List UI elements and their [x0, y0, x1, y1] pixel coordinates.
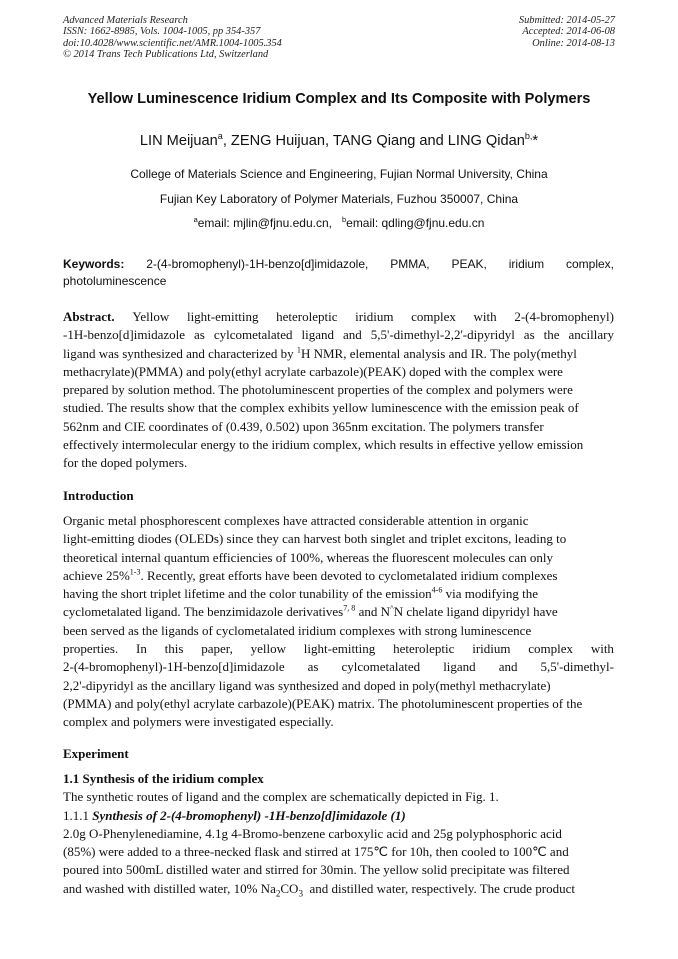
text-run: via modifying the — [442, 586, 539, 602]
text-run: CO — [280, 880, 299, 896]
text-run: having the short triplet lifetime and the color tunability of the emission — [63, 586, 432, 602]
word: -1H-benzo[d]imidazole — [63, 327, 186, 343]
abstract-line — [63, 308, 614, 326]
issn-line: ISSN: 1662-8985, Vols. 1004-1005, pp 354-357 — [63, 26, 261, 38]
copyright-line: © 2014 Trans Tech Publications Ltd, Switzerland — [63, 49, 269, 61]
subsubsection-title: Synthesis of 2-(4-bromophenyl) -1H-benzo[d]imidazole (1) — [92, 807, 406, 823]
word: properties. — [63, 641, 119, 657]
online-date: Online: 2014-08-13 — [532, 37, 615, 49]
word: cylcometalated — [341, 659, 421, 675]
intro-line: theoretical internal quantum efficiencies of 100%, whereas the fluorescent molecules can only — [63, 549, 553, 565]
word: as — [523, 327, 535, 343]
abstract-line: prepared by solution method. The photoluminescent properties of the complex and polymers were — [63, 382, 573, 398]
abstract-line: 562nm and CIE coordinates of (0.439, 0.502) upon 365nm excitation. The polymers transfer — [63, 418, 544, 434]
intro-line: (PMMA) and poly(ethyl acrylate carbazole)(PEAK) matrix. The photoluminescent properties of the — [63, 695, 583, 711]
keyword-word: PMMA, — [390, 257, 430, 271]
intro-line: Organic metal phosphorescent complexes have attracted considerable attention in organic — [63, 513, 529, 528]
word: as — [307, 659, 319, 675]
abstract-section — [63, 308, 614, 473]
accepted-date: Accepted: 2014-06-08 — [522, 26, 615, 38]
text-run: and N — [355, 604, 390, 620]
keyword-word: iridium — [508, 257, 545, 271]
word: 2-(4-bromophenyl) — [514, 309, 614, 324]
word: and — [498, 659, 518, 675]
abstract-line: for the doped polymers. — [63, 455, 188, 471]
intro-line — [63, 603, 614, 621]
abstract-line: methacrylate)(PMMA) and poly(ethyl acrylate carbazole)(PEAK) doped with the complex were — [63, 363, 563, 379]
intro-line — [63, 585, 614, 603]
word: yellow — [250, 641, 286, 657]
doi-line: doi:10.4028/www.scientific.net/AMR.1004-1005.354 — [63, 37, 282, 49]
experiment-line: The synthetic routes of ligand and the complex are schematically depicted in Fig. 1. — [63, 789, 499, 805]
submitted-date: Submitted: 2014-05-27 — [518, 15, 615, 26]
word: iridium — [472, 641, 511, 657]
email-a: email: mjlin@fjnu.edu.cn, — [197, 216, 332, 230]
intro-line: been served as the ligands of cyclometalated iridium complexes with strong luminescence — [63, 622, 532, 638]
intro-line: light-emitting diodes (OLEDs) since they can harvest both singlet and triplet excitons, leading to — [63, 531, 567, 547]
intro-line: complex and polymers were investigated especially. — [63, 714, 334, 730]
author-superscript: a — [217, 131, 223, 142]
citation-superscript: 4-6 — [431, 585, 443, 595]
word: cylcometalated — [213, 327, 293, 343]
experiment-line: (85%) were added to a three-necked flask and stirred at 175℃ for 10h, then cooled to 100℃ and — [63, 844, 569, 860]
header-publication-info — [63, 15, 282, 61]
email-superscript: a — [193, 215, 198, 224]
text-run: and distilled water, respectively. The crude product — [303, 880, 576, 896]
experiment-section — [63, 770, 614, 898]
word: ligand — [443, 659, 476, 675]
word: and — [342, 327, 362, 343]
word: 5,5'-dimethyl-2,2'-dipyridyl — [370, 327, 515, 343]
intro-line — [63, 567, 614, 585]
superscript: 1 — [296, 345, 301, 355]
citation-superscript: 7, 8 — [343, 604, 356, 614]
word: light-emitting — [186, 309, 259, 324]
intro-line — [63, 658, 614, 676]
email-b: email: qdling@fjnu.edu.cn — [346, 216, 485, 230]
text-run: and washed with distilled water, 10% Na — [63, 880, 276, 896]
abstract-line: effectively intermolecular energy to the iridium complex, which results in effective yellow emission — [63, 437, 584, 453]
word: Yellow — [132, 309, 170, 324]
word: with — [590, 641, 614, 657]
keyword-line: photoluminescence — [63, 274, 167, 288]
experiment-line: 2.0g O-Phenylenediamine, 4.1g 4-Bromo-benzene carboxylic acid and 25g polyphosphoric acid — [63, 825, 562, 841]
word: heteroleptic — [393, 641, 455, 657]
text-run: cyclometalated ligand. The benzimidazole derivatives — [63, 604, 344, 620]
word: ligand — [301, 327, 334, 343]
word: complex — [528, 641, 574, 657]
word: 5,5'-dimethyl- — [540, 659, 614, 675]
text-run: N chelate ligand dipyridyl have — [393, 604, 558, 620]
text-run: ligand was synthesized and characterized by — [63, 345, 297, 361]
text-run: achieve 25% — [63, 567, 130, 583]
citation-superscript: 1-3 — [129, 567, 141, 577]
intro-line: 2,2'-dipyridyl as the ancillary ligand was synthesized and doped in poly(methyl methacrylate) — [63, 677, 551, 693]
experiment-line — [63, 880, 614, 898]
abstract-line — [63, 345, 614, 363]
author-list — [0, 133, 678, 149]
introduction-heading: Introduction — [63, 488, 134, 503]
word: In — [136, 641, 147, 657]
text-run: H NMR, elemental analysis and IR. The poly(methyl — [300, 345, 577, 361]
intro-line — [63, 640, 614, 658]
abstract-label: Abstract. — [63, 309, 115, 324]
word: heteroleptic — [276, 309, 338, 324]
author-names: , ZENG Huijuan, TANG Qiang and LING Qidan — [222, 133, 525, 149]
keywords-section — [63, 256, 614, 290]
superscript: ^ — [389, 604, 394, 614]
affiliation-2: Fujian Key Laboratory of Polymer Materials, Fuzhou 350007, China — [159, 192, 519, 206]
experiment-heading: Experiment — [63, 746, 129, 761]
paper-title: Yellow Luminescence Iridium Complex and Its Composite with Polymers — [87, 91, 591, 107]
word: with — [473, 309, 497, 324]
text-run: . Recently, great efforts have been devoted to cyclometalated iridium complexes — [140, 567, 558, 583]
subsection-heading: 1.1 Synthesis of the iridium complex — [63, 771, 264, 786]
corresponding-star: * — [532, 133, 539, 149]
email-superscript: b — [342, 215, 347, 224]
keywords-label: Keywords: — [63, 257, 125, 271]
word: iridium — [355, 309, 394, 324]
keyword-word: PEAK, — [451, 257, 487, 271]
word: as — [194, 327, 205, 343]
word: light-emitting — [303, 641, 376, 657]
word: this — [164, 641, 184, 657]
abstract-line — [63, 326, 614, 344]
section-number: 1.1.1 — [63, 807, 93, 823]
word: ancillary — [568, 327, 614, 343]
abstract-line: studied. The results show that the complex exhibits yellow luminescence with the emission peak of — [63, 400, 579, 416]
author-name: LIN Meijuan — [139, 133, 218, 149]
introduction-section — [63, 512, 614, 732]
subscript: 3 — [298, 888, 303, 899]
subscript: 2 — [275, 888, 281, 899]
word: 2-(4-bromophenyl)-1H-benzo[d]imidazole — [63, 659, 285, 675]
journal-name: Advanced Materials Research — [63, 15, 188, 26]
word: complex — [411, 309, 456, 324]
header-dates — [519, 15, 615, 49]
affiliation-1: College of Materials Science and Engineering, Fujian Normal University, China — [130, 167, 548, 181]
word: paper, — [201, 641, 233, 657]
subsubsection-heading — [63, 807, 614, 825]
keyword-word: 2-(4-bromophenyl)-1H-benzo[d]imidazole, — [146, 257, 369, 271]
author-emails — [0, 216, 678, 230]
keyword-word: complex, — [565, 257, 614, 271]
word: the — [543, 327, 560, 343]
author-superscript: b, — [524, 131, 533, 142]
experiment-line: poured into 500mL distilled water and stirred for 30min. The yellow solid precipitate was filtered — [63, 862, 570, 878]
